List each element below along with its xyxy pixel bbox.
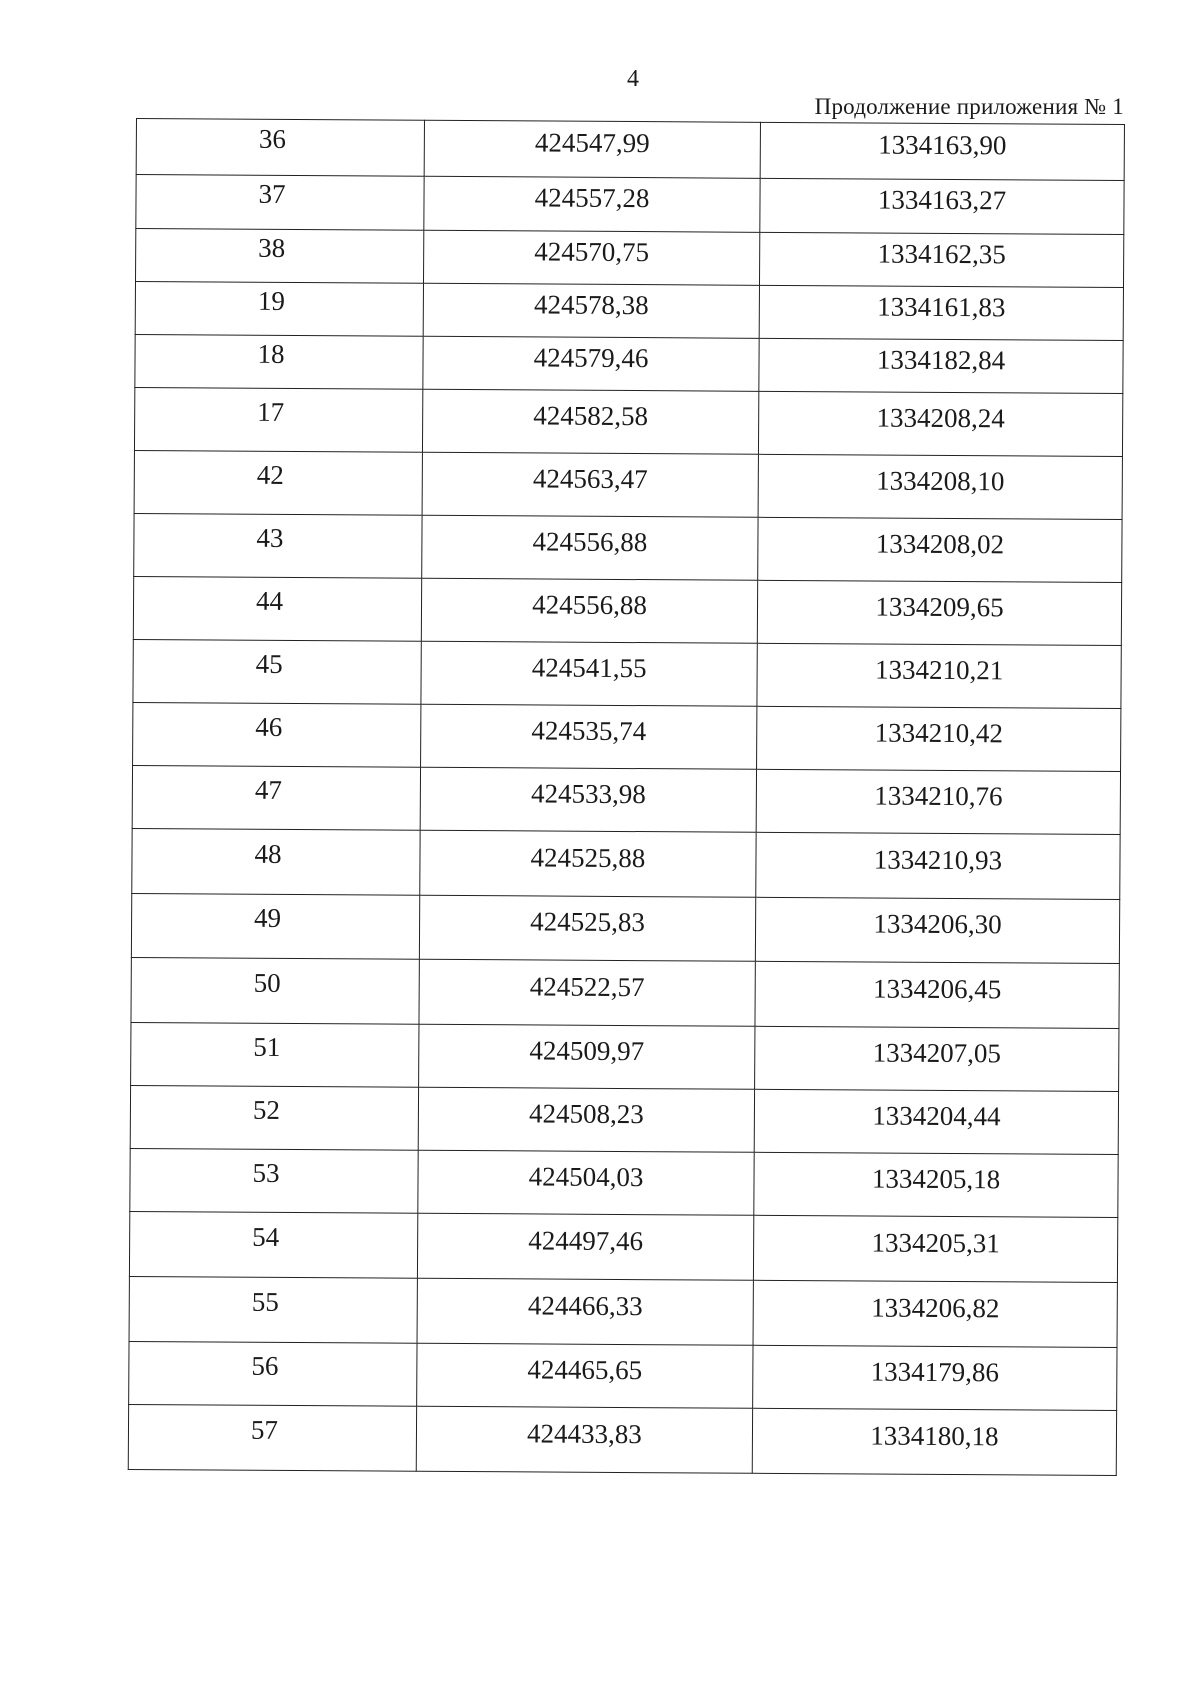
point-number-text: 42 xyxy=(256,459,284,490)
x-coordinate-text: 424465,65 xyxy=(527,1353,643,1385)
point-number-text: 43 xyxy=(256,522,284,553)
y-coordinate-cell xyxy=(753,1215,1117,1282)
x-coordinate-text: 424547,99 xyxy=(534,127,650,159)
table-row xyxy=(129,1341,1117,1410)
x-coordinate-cell xyxy=(422,389,758,454)
y-coordinate-cell xyxy=(758,517,1122,582)
point-number-text: 50 xyxy=(253,967,281,998)
table-row xyxy=(135,282,1123,341)
point-number-text: 52 xyxy=(252,1094,281,1125)
x-coordinate-text: 424509,97 xyxy=(529,1034,645,1066)
x-coordinate-text: 424504,03 xyxy=(528,1160,644,1192)
y-coordinate-cell xyxy=(755,897,1119,963)
x-coordinate-text: 424582,58 xyxy=(533,399,649,431)
point-number-cell xyxy=(136,119,424,177)
y-coordinate-cell xyxy=(759,338,1123,393)
x-coordinate-cell xyxy=(417,1278,753,1345)
table-row xyxy=(136,229,1124,288)
x-coordinate-text: 424433,83 xyxy=(527,1417,642,1449)
point-number-cell xyxy=(129,1211,417,1278)
y-coordinate-text: 1334210,21 xyxy=(874,654,1004,685)
page-number: 4 xyxy=(627,66,639,92)
y-coordinate-text: 1334208,24 xyxy=(876,402,1005,433)
y-coordinate-text: 1334209,65 xyxy=(875,591,1004,622)
x-coordinate-cell xyxy=(419,1024,755,1089)
x-coordinate-cell xyxy=(423,230,759,285)
point-number-cell xyxy=(130,1148,418,1213)
y-coordinate-cell xyxy=(757,643,1121,708)
y-coordinate-text: 1334182,84 xyxy=(876,344,1006,375)
y-coordinate-cell xyxy=(760,122,1124,180)
point-number-cell xyxy=(132,765,420,830)
x-coordinate-text: 424522,57 xyxy=(529,970,645,1002)
table-row xyxy=(134,513,1122,582)
table-row xyxy=(134,387,1122,456)
table-row xyxy=(129,1276,1117,1347)
x-coordinate-cell xyxy=(418,1087,754,1152)
y-coordinate-cell xyxy=(755,961,1119,1028)
point-number-cell xyxy=(132,828,420,895)
table-row xyxy=(133,576,1121,645)
y-coordinate-cell xyxy=(759,285,1123,340)
x-coordinate-text: 424556,88 xyxy=(532,525,648,557)
point-number-cell xyxy=(134,450,422,515)
x-coordinate-cell xyxy=(420,767,756,832)
point-number-cell xyxy=(136,229,424,284)
x-coordinate-cell xyxy=(422,515,758,580)
point-number-text: 46 xyxy=(255,711,283,742)
point-number-text: 51 xyxy=(253,1031,281,1062)
y-coordinate-cell xyxy=(756,832,1120,899)
x-coordinate-cell xyxy=(416,1406,752,1473)
y-coordinate-cell xyxy=(754,1089,1118,1154)
x-coordinate-cell xyxy=(419,959,755,1026)
x-coordinate-text: 424563,47 xyxy=(532,462,648,494)
x-coordinate-cell xyxy=(422,452,758,517)
point-number-cell xyxy=(131,1022,419,1087)
table-row xyxy=(129,1211,1117,1282)
x-coordinate-text: 424541,55 xyxy=(531,651,647,683)
point-number-cell xyxy=(129,1276,417,1343)
point-number-text: 49 xyxy=(254,902,282,933)
point-number-text: 38 xyxy=(258,232,286,263)
table-row xyxy=(131,893,1119,963)
table-row xyxy=(130,1085,1118,1154)
y-coordinate-cell xyxy=(755,1026,1119,1091)
point-number-text: 47 xyxy=(254,774,282,805)
x-coordinate-text: 424525,83 xyxy=(530,906,646,938)
point-number-cell xyxy=(133,576,421,641)
y-coordinate-text: 1334206,30 xyxy=(873,908,1002,940)
point-number-cell xyxy=(134,387,422,452)
coordinates-table xyxy=(128,118,1125,1476)
x-coordinate-cell xyxy=(421,704,757,769)
y-coordinate-text: 1334180,18 xyxy=(870,1420,999,1451)
point-number-text: 55 xyxy=(251,1286,279,1317)
x-coordinate-cell xyxy=(421,641,757,706)
y-coordinate-cell xyxy=(753,1280,1117,1347)
y-coordinate-cell xyxy=(760,178,1124,234)
x-coordinate-cell xyxy=(424,176,760,232)
y-coordinate-cell xyxy=(757,580,1121,645)
table-row xyxy=(133,702,1121,771)
point-number-text: 53 xyxy=(252,1157,280,1188)
table-row xyxy=(136,175,1124,235)
point-number-cell xyxy=(131,893,419,959)
point-number-cell xyxy=(135,334,423,389)
y-coordinate-text: 1334206,82 xyxy=(871,1292,1000,1323)
x-coordinate-text: 424466,33 xyxy=(527,1289,643,1321)
x-coordinate-cell xyxy=(424,120,760,178)
x-coordinate-cell xyxy=(418,1150,754,1215)
x-coordinate-cell xyxy=(423,283,759,338)
y-coordinate-text: 1334162,35 xyxy=(877,238,1006,269)
x-coordinate-cell xyxy=(423,336,759,391)
y-coordinate-text: 1334210,93 xyxy=(873,844,1003,875)
point-number-text: 37 xyxy=(258,178,286,209)
point-number-cell xyxy=(133,639,421,704)
y-coordinate-cell xyxy=(753,1345,1117,1410)
annex-continuation-label: Продолжение приложения № 1 xyxy=(814,94,1124,119)
y-coordinate-text: 1334208,02 xyxy=(875,528,1005,559)
y-coordinate-text: 1334207,05 xyxy=(872,1037,1002,1068)
y-coordinate-text: 1334163,90 xyxy=(878,129,1007,161)
y-coordinate-cell xyxy=(757,706,1121,771)
table-row xyxy=(130,1148,1118,1217)
table-row xyxy=(132,765,1120,834)
y-coordinate-cell xyxy=(758,391,1122,456)
y-coordinate-text: 1334179,86 xyxy=(870,1356,1000,1387)
x-coordinate-cell xyxy=(417,1343,753,1408)
x-coordinate-text: 424497,46 xyxy=(528,1224,644,1256)
x-coordinate-text: 424556,88 xyxy=(532,588,648,620)
table-row xyxy=(134,450,1122,519)
point-number-text: 36 xyxy=(258,123,286,154)
y-coordinate-text: 1334206,45 xyxy=(872,973,1002,1004)
y-coordinate-text: 1334161,83 xyxy=(877,291,1006,322)
point-number-text: 19 xyxy=(257,285,285,316)
x-coordinate-text: 424508,23 xyxy=(528,1097,644,1129)
point-number-cell xyxy=(133,702,421,767)
table-row xyxy=(128,1404,1116,1475)
x-coordinate-text: 424533,98 xyxy=(530,777,646,809)
y-coordinate-text: 1334208,10 xyxy=(876,465,1005,496)
y-coordinate-text: 1334210,76 xyxy=(874,780,1003,811)
x-coordinate-text: 424557,28 xyxy=(534,182,650,214)
y-coordinate-text: 1334210,42 xyxy=(874,717,1003,748)
point-number-text: 45 xyxy=(255,648,283,679)
table-row xyxy=(131,957,1119,1028)
y-coordinate-cell xyxy=(758,454,1122,519)
y-coordinate-cell xyxy=(759,232,1123,287)
y-coordinate-text: 1334205,18 xyxy=(871,1163,1001,1194)
point-number-cell xyxy=(130,1085,418,1150)
point-number-text: 57 xyxy=(250,1414,279,1445)
point-number-text: 56 xyxy=(251,1350,279,1381)
point-number-cell xyxy=(129,1341,417,1406)
y-coordinate-text: 1334205,31 xyxy=(871,1227,1000,1258)
x-coordinate-cell xyxy=(420,830,756,897)
x-coordinate-text: 424579,46 xyxy=(533,341,649,373)
table-row xyxy=(131,1022,1119,1091)
x-coordinate-cell xyxy=(421,578,757,643)
y-coordinate-cell xyxy=(756,769,1120,834)
x-coordinate-cell xyxy=(417,1213,753,1280)
point-number-text: 48 xyxy=(254,838,282,869)
table-row xyxy=(135,334,1123,393)
point-number-text: 44 xyxy=(255,585,284,616)
point-number-cell xyxy=(134,513,422,578)
y-coordinate-text: 1334163,27 xyxy=(877,184,1007,216)
point-number-cell xyxy=(135,282,423,337)
point-number-cell xyxy=(131,957,419,1024)
point-number-text: 54 xyxy=(252,1221,280,1252)
table-row xyxy=(132,828,1120,899)
point-number-cell xyxy=(136,175,424,231)
y-coordinate-cell xyxy=(752,1408,1116,1475)
coordinates-table-body xyxy=(128,119,1124,1476)
point-number-text: 17 xyxy=(257,396,285,427)
point-number-text: 18 xyxy=(257,338,285,369)
y-coordinate-text: 1334204,44 xyxy=(872,1100,1001,1131)
x-coordinate-text: 424578,38 xyxy=(533,288,649,320)
x-coordinate-text: 424525,88 xyxy=(530,841,646,873)
table-row xyxy=(136,119,1124,181)
x-coordinate-cell xyxy=(419,895,755,961)
x-coordinate-text: 424570,75 xyxy=(534,235,650,267)
y-coordinate-cell xyxy=(754,1152,1118,1217)
point-number-cell xyxy=(128,1404,416,1471)
table-row xyxy=(133,639,1121,708)
x-coordinate-text: 424535,74 xyxy=(531,714,647,746)
